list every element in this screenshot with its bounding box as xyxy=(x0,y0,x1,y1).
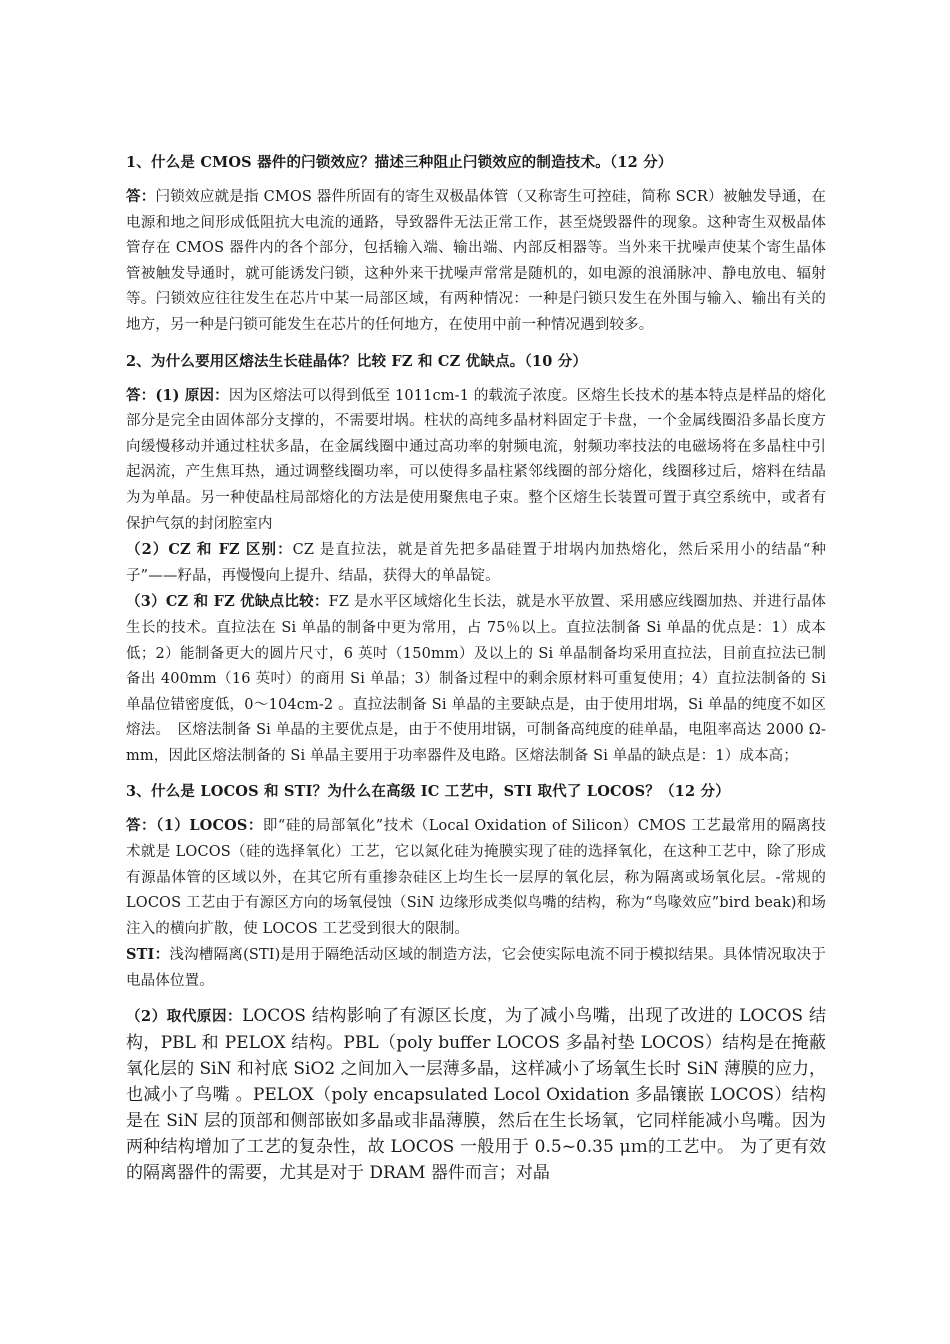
comparison-label: （3）CZ 和 FZ 优缺点比较： xyxy=(126,593,329,611)
question-3-sti xyxy=(126,942,826,994)
reason-label: (1) 原因： xyxy=(155,386,229,404)
answer-label: 答： xyxy=(126,817,156,835)
sti-label: STI： xyxy=(126,946,170,964)
difference-label: （2）CZ 和 FZ 区别： xyxy=(126,541,293,559)
answer-label: 答： xyxy=(126,386,156,404)
locos-label: （1）LOCOS： xyxy=(156,817,263,835)
question-1-title: 1、什么是 CMOS 器件的闩锁效应？描述三种阻止闩锁效应的制造技术。（12 分） xyxy=(126,154,673,171)
question-3-replacement-reason xyxy=(126,1003,826,1186)
answer-label: 答： xyxy=(126,188,156,205)
sti-text: 浅沟槽隔离(STI)是用于隔绝活动区域的制造方法，它会使实际电流不同于模拟结果。具体情况取决于电晶体位置。 xyxy=(126,947,826,990)
question-2-cz-fz-difference xyxy=(126,537,826,589)
difference-text: CZ 是直拉法，就是首先把多晶硅置于坩埚内加热熔化，然后采用小的结晶“种子”——籽晶，再慢慢向上提升、结晶，获得大的单晶锭。 xyxy=(126,542,826,584)
question-3-locos xyxy=(126,813,826,942)
answer-text: 闩锁效应就是指 CMOS 器件所固有的寄生双极晶体管（又称寄生可控硅，简称 SCR）被触发导通，在电源和地之间形成低阻抗大电流的通路，导致器件无法正常工作，甚至烧毁器件的现象。这种寄生双极晶体管存在 CMOS 器件内的各个部分，包括输入端、输出端、内部反相器等。当外来干扰噪声使某个寄生晶体管被触发导通时，就可能诱发闩锁，这种外来干扰噪声常常是随机的，如电源的浪涌脉冲、静电放电、辐射等。闩锁效应往往发生在芯片中某一局部区域，有两种情况：一种是闩锁只发生在外围与输入、输出有关的地方，另一种是闩锁可能发生在芯片的任何地方，在使用中前一种情况遇到较多。 xyxy=(126,189,826,333)
replacement-label: （2）取代原因： xyxy=(126,1007,243,1025)
reason-text: 因为区熔法可以得到低至 1011cm-1 的载流子浓度。区熔生长技术的基本特点是样品的熔化部分是完全由固体部分支撑的，不需要坩埚。柱状的高纯多晶材料固定于卡盘，一个金属线圈沿多晶长度方向缓慢移动并通过柱状多晶，在金属线圈中通过高功率的射频电流，射频功率技法的电磁场将在多晶柱中引起涡流，产生焦耳热，通过调整线圈功率，可以使得多晶柱紧邻线圈的部分熔化，线圈移过后，熔料在结晶为为单晶。另一种使晶柱局部熔化的方法是使用聚焦电子束。整个区熔生长装置可置于真空系统中，或者有保护气氛的封闭腔室内 xyxy=(126,387,826,532)
question-2-pros-cons xyxy=(126,589,826,769)
question-1-answer xyxy=(126,184,826,339)
replacement-text: LOCOS 结构影响了有源区长度，为了减小鸟嘴，出现了改进的 LOCOS 结构，PBL 和 PELOX 结构。PBL（poly buffer LOCOS 多晶衬垫 LOCOS）结构是在掩蔽氧化层的 SiN 和衬底 SiO2 之间加入一层薄多晶，这样减小了场氧生长时 SiN 薄膜的应力，也减小了鸟嘴 。PELOX（poly encapsulated Locol Oxidation 多晶镶嵌 LOCOS）结构是在 SiN 层的顶部和侧部嵌如多晶或非晶薄膜，然后在生长场氧，它同样能减小鸟嘴。因为两种结构增加了工艺的复杂性，故 LOCOS 一般用于 0.5~0.35 μｍ的工艺中。 为了更有效的隔离器件的需要，尤其是对于 DRAM 器件而言；对晶 xyxy=(126,1005,826,1183)
comparison-text: FZ 是水平区域熔化生长法，就是水平放置、采用感应线圈加热、并进行晶体生长的技术。直拉法在 Si 单晶的制备中更为常用，占 75％以上。直拉法制备 Si 单晶的优点是：1）成本低；2）能制备更大的圆片尺寸，6 英吋（150mm）及以上的 Si 单晶制备均采用直拉法，目前直拉法已制备出 400mm（16 英吋）的商用 Si 单晶；3）制备过程中的剩余原材料可重复使用；4）直拉法制备的 Si 单晶位错密度低，0～104cm-2 。直拉法制备 Si 单晶的主要缺点是，由于使用坩埚，Si 单晶的纯度不如区熔法。 区熔法制备 Si 单晶的主要优点是，由于不使用坩锅，可制备高纯度的硅单晶，电阻率高达 2000 Ω-mm，因此区熔法制备的 Si 单晶主要用于功率器件及电路。区熔法制备 Si 单晶的缺点是：1）成本高； xyxy=(126,594,826,764)
locos-text: 即“硅的局部氧化”技术（Local Oxidation of Silicon）CMOS 工艺最常用的隔离技术就是 LOCOS（硅的选择氧化）工艺，它以氮化硅为掩膜实现了硅的选择氧化，在这种工艺中，除了形成有源晶体管的区域以外，在其它所有重掺杂硅区上均生长一层厚的氧化层，称为隔离或场氧化层。-常规的 LOCOS 工艺由于有源区方向的场氧侵蚀（SiN 边缘形成类似鸟嘴的结构，称为“鸟喙效应”bird beak)和场注入的横向扩散，使 LOCOS 工艺受到很大的限制。 xyxy=(126,818,826,937)
question-2-title: 2、为什么要用区熔法生长硅晶体？比较 FZ 和 CZ 优缺点。（10 分） xyxy=(126,352,588,370)
question-3-title: 3、什么是 LOCOS 和 STI？为什么在高级 IC 工艺中，STI 取代了 LOCOS？（12 分） xyxy=(126,783,730,801)
document-body xyxy=(126,152,826,1186)
question-2-answer-reason xyxy=(126,383,826,538)
